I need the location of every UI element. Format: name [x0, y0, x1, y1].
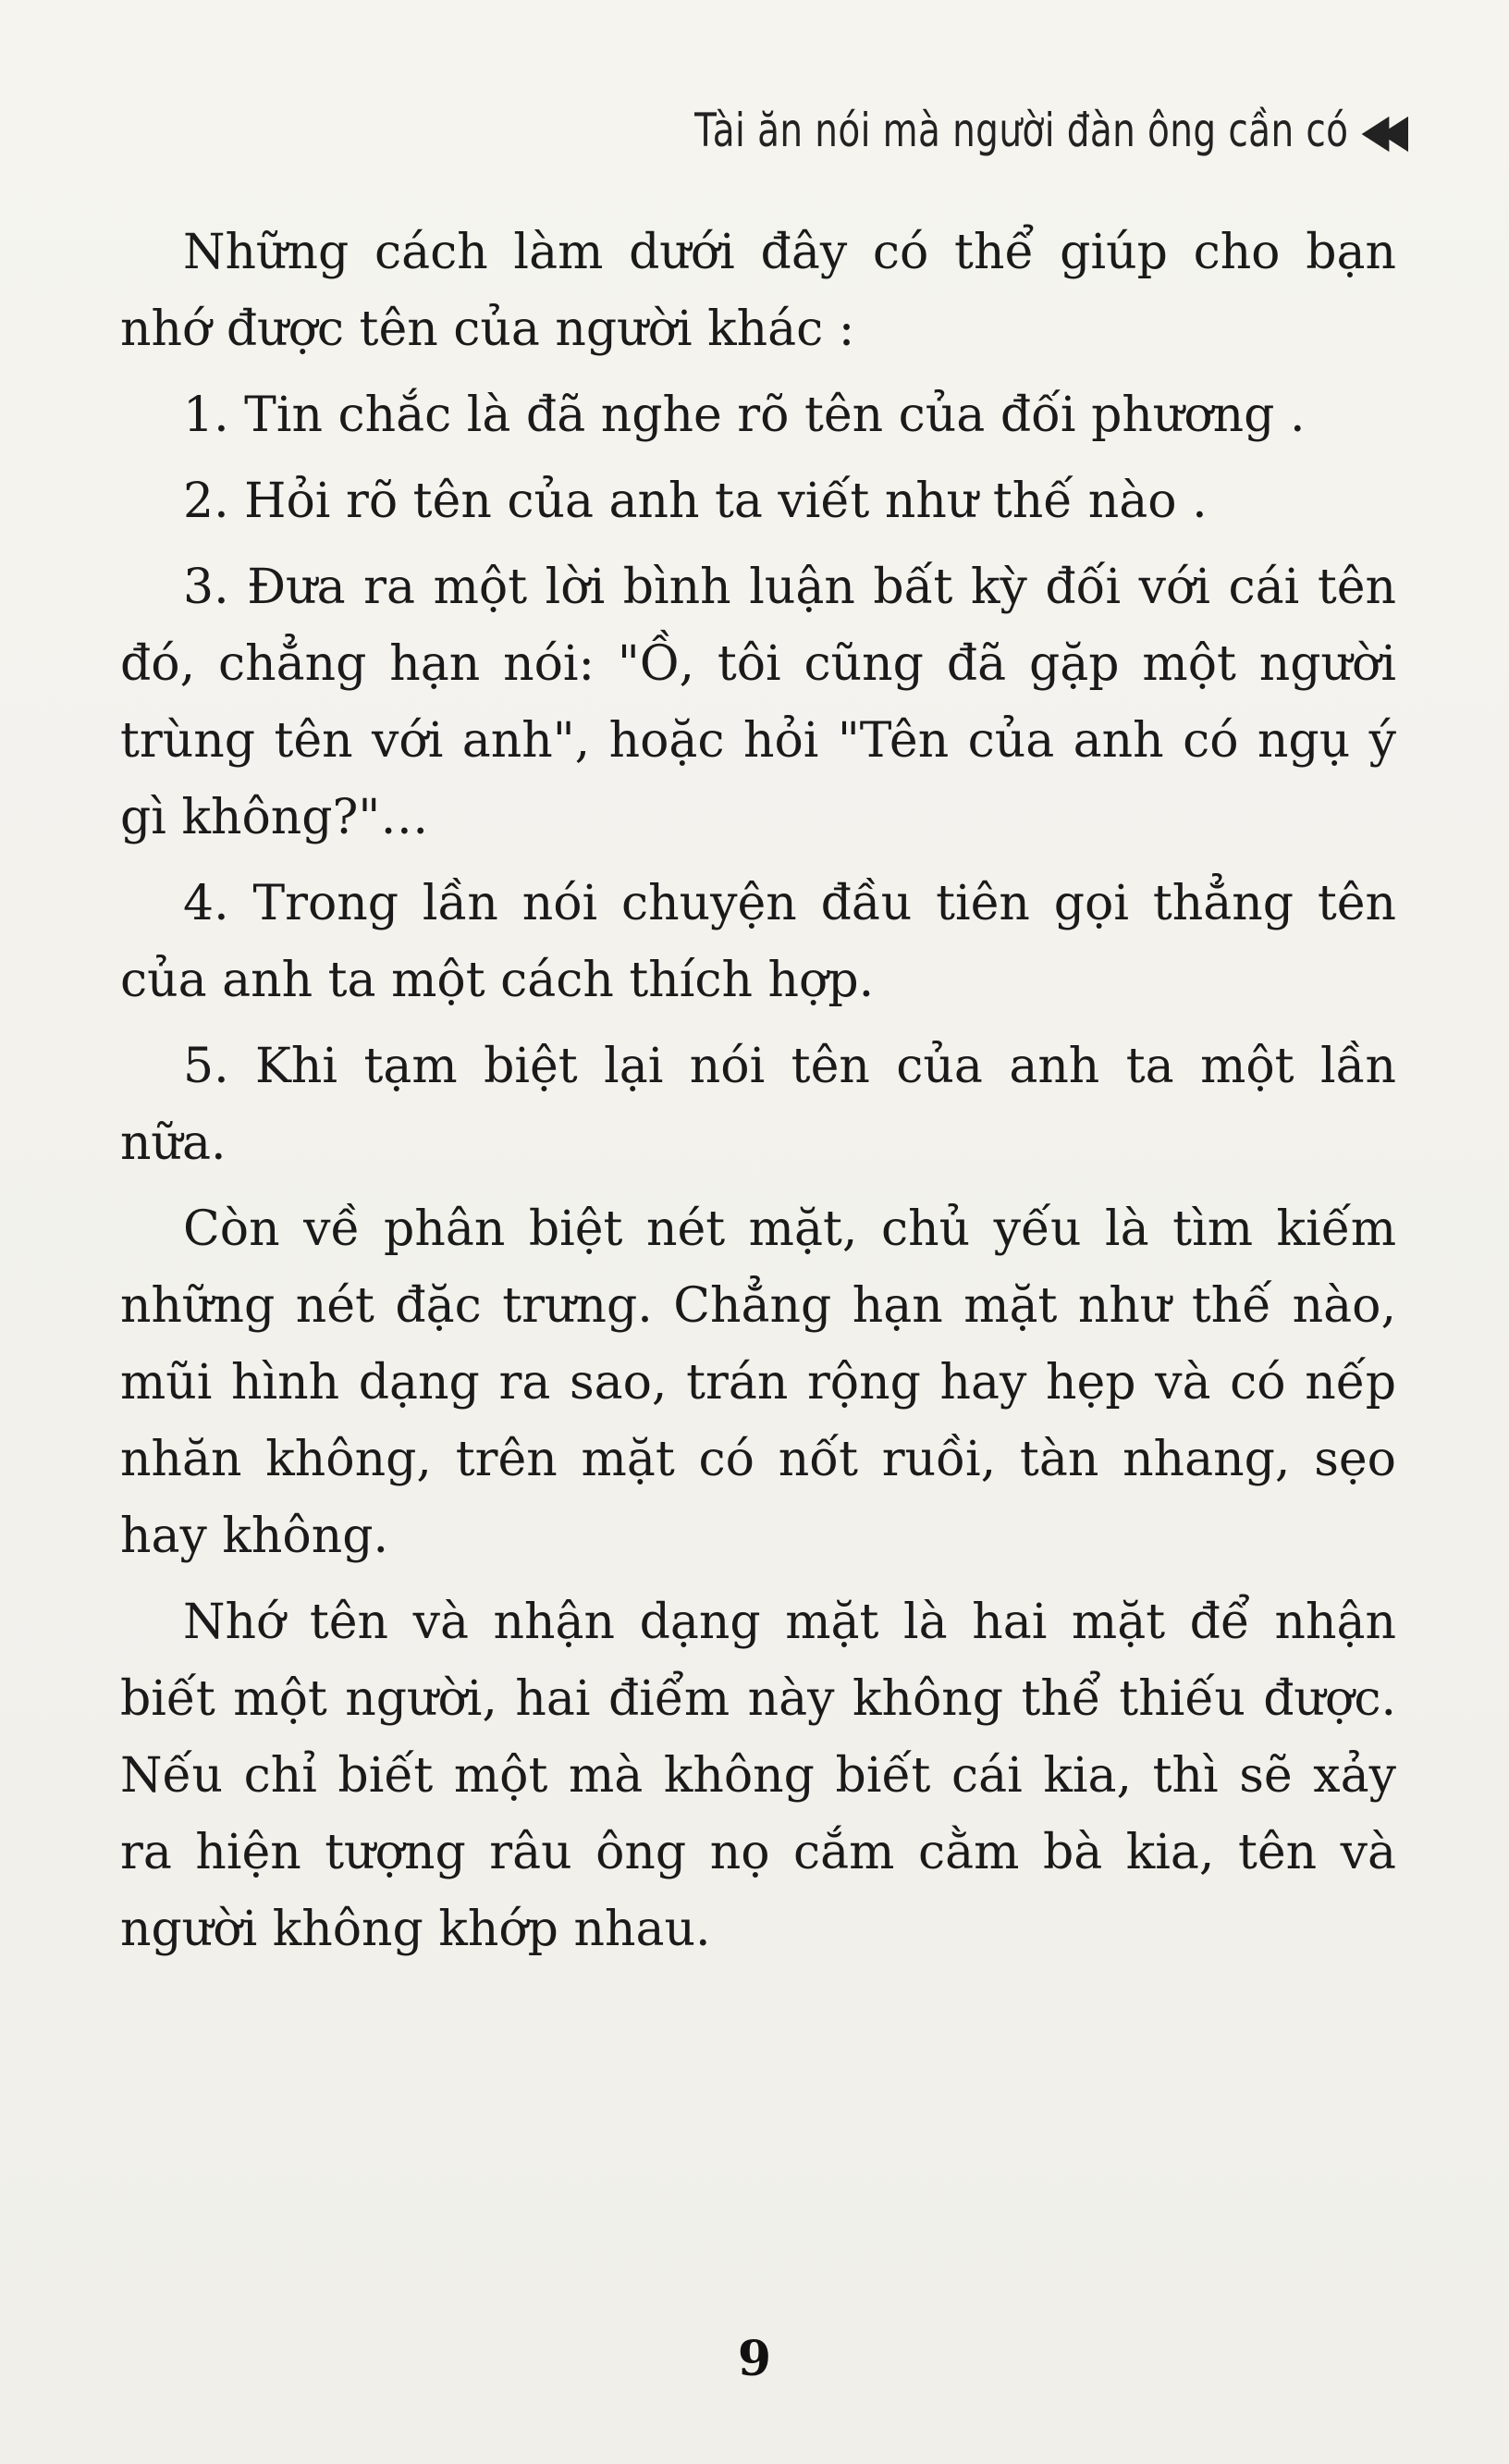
faces-paragraph: Còn về phân biệt nét mặt, chủ yếu là tìm kiếm những nét đặc trưng. Chẳng hạn mặt như thế nào, mũi hình dạng ra sao, trán rộng hay hẹp và có nếp nhăn không, trên mặt có nốt ruồi, tàn nhang, sẹo hay không.	[120, 1201, 1396, 1564]
list-item: 2. Hỏi rõ tên của anh ta viết như thế nào .	[183, 474, 1208, 529]
intro-paragraph: Những cách làm dưới đây có thể giúp cho bạn nhớ được tên của người khác :	[120, 225, 1396, 357]
list-item: 1. Tin chắc là đã nghe rõ tên của đối phương .	[183, 388, 1306, 443]
running-header	[694, 104, 1400, 157]
list-item: 4. Trong lần nói chuyện đầu tiên gọi thẳng tên của anh ta một cách thích hợp.	[120, 876, 1396, 1008]
header-marker-icon: ◀◀	[1361, 104, 1400, 157]
page-body	[120, 215, 1396, 1968]
list-item: 5. Khi tạm biệt lại nói tên của anh ta một lần nữa.	[120, 1039, 1396, 1171]
page-number: 9	[737, 2331, 772, 2387]
list-item: 3. Đưa ra một lời bình luận bất kỳ đối với cái tên đó, chẳng hạn nói: "Ồ, tôi cũng đã gặp một người trùng tên với anh", hoặc hỏi "Tên của anh có ngụ ý gì không?"…	[120, 560, 1396, 845]
running-title: Tài ăn nói mà người đàn ông cần có	[694, 104, 1349, 157]
conclusion-paragraph: Nhớ tên và nhận dạng mặt là hai mặt để nhận biết một người, hai điểm này không thể thiếu được. Nếu chỉ biết một mà không biết cái kia, thì sẽ xảy ra hiện tượng râu ông nọ cắm cằm bà kia, tên và người không khớp nhau.	[120, 1595, 1396, 1957]
